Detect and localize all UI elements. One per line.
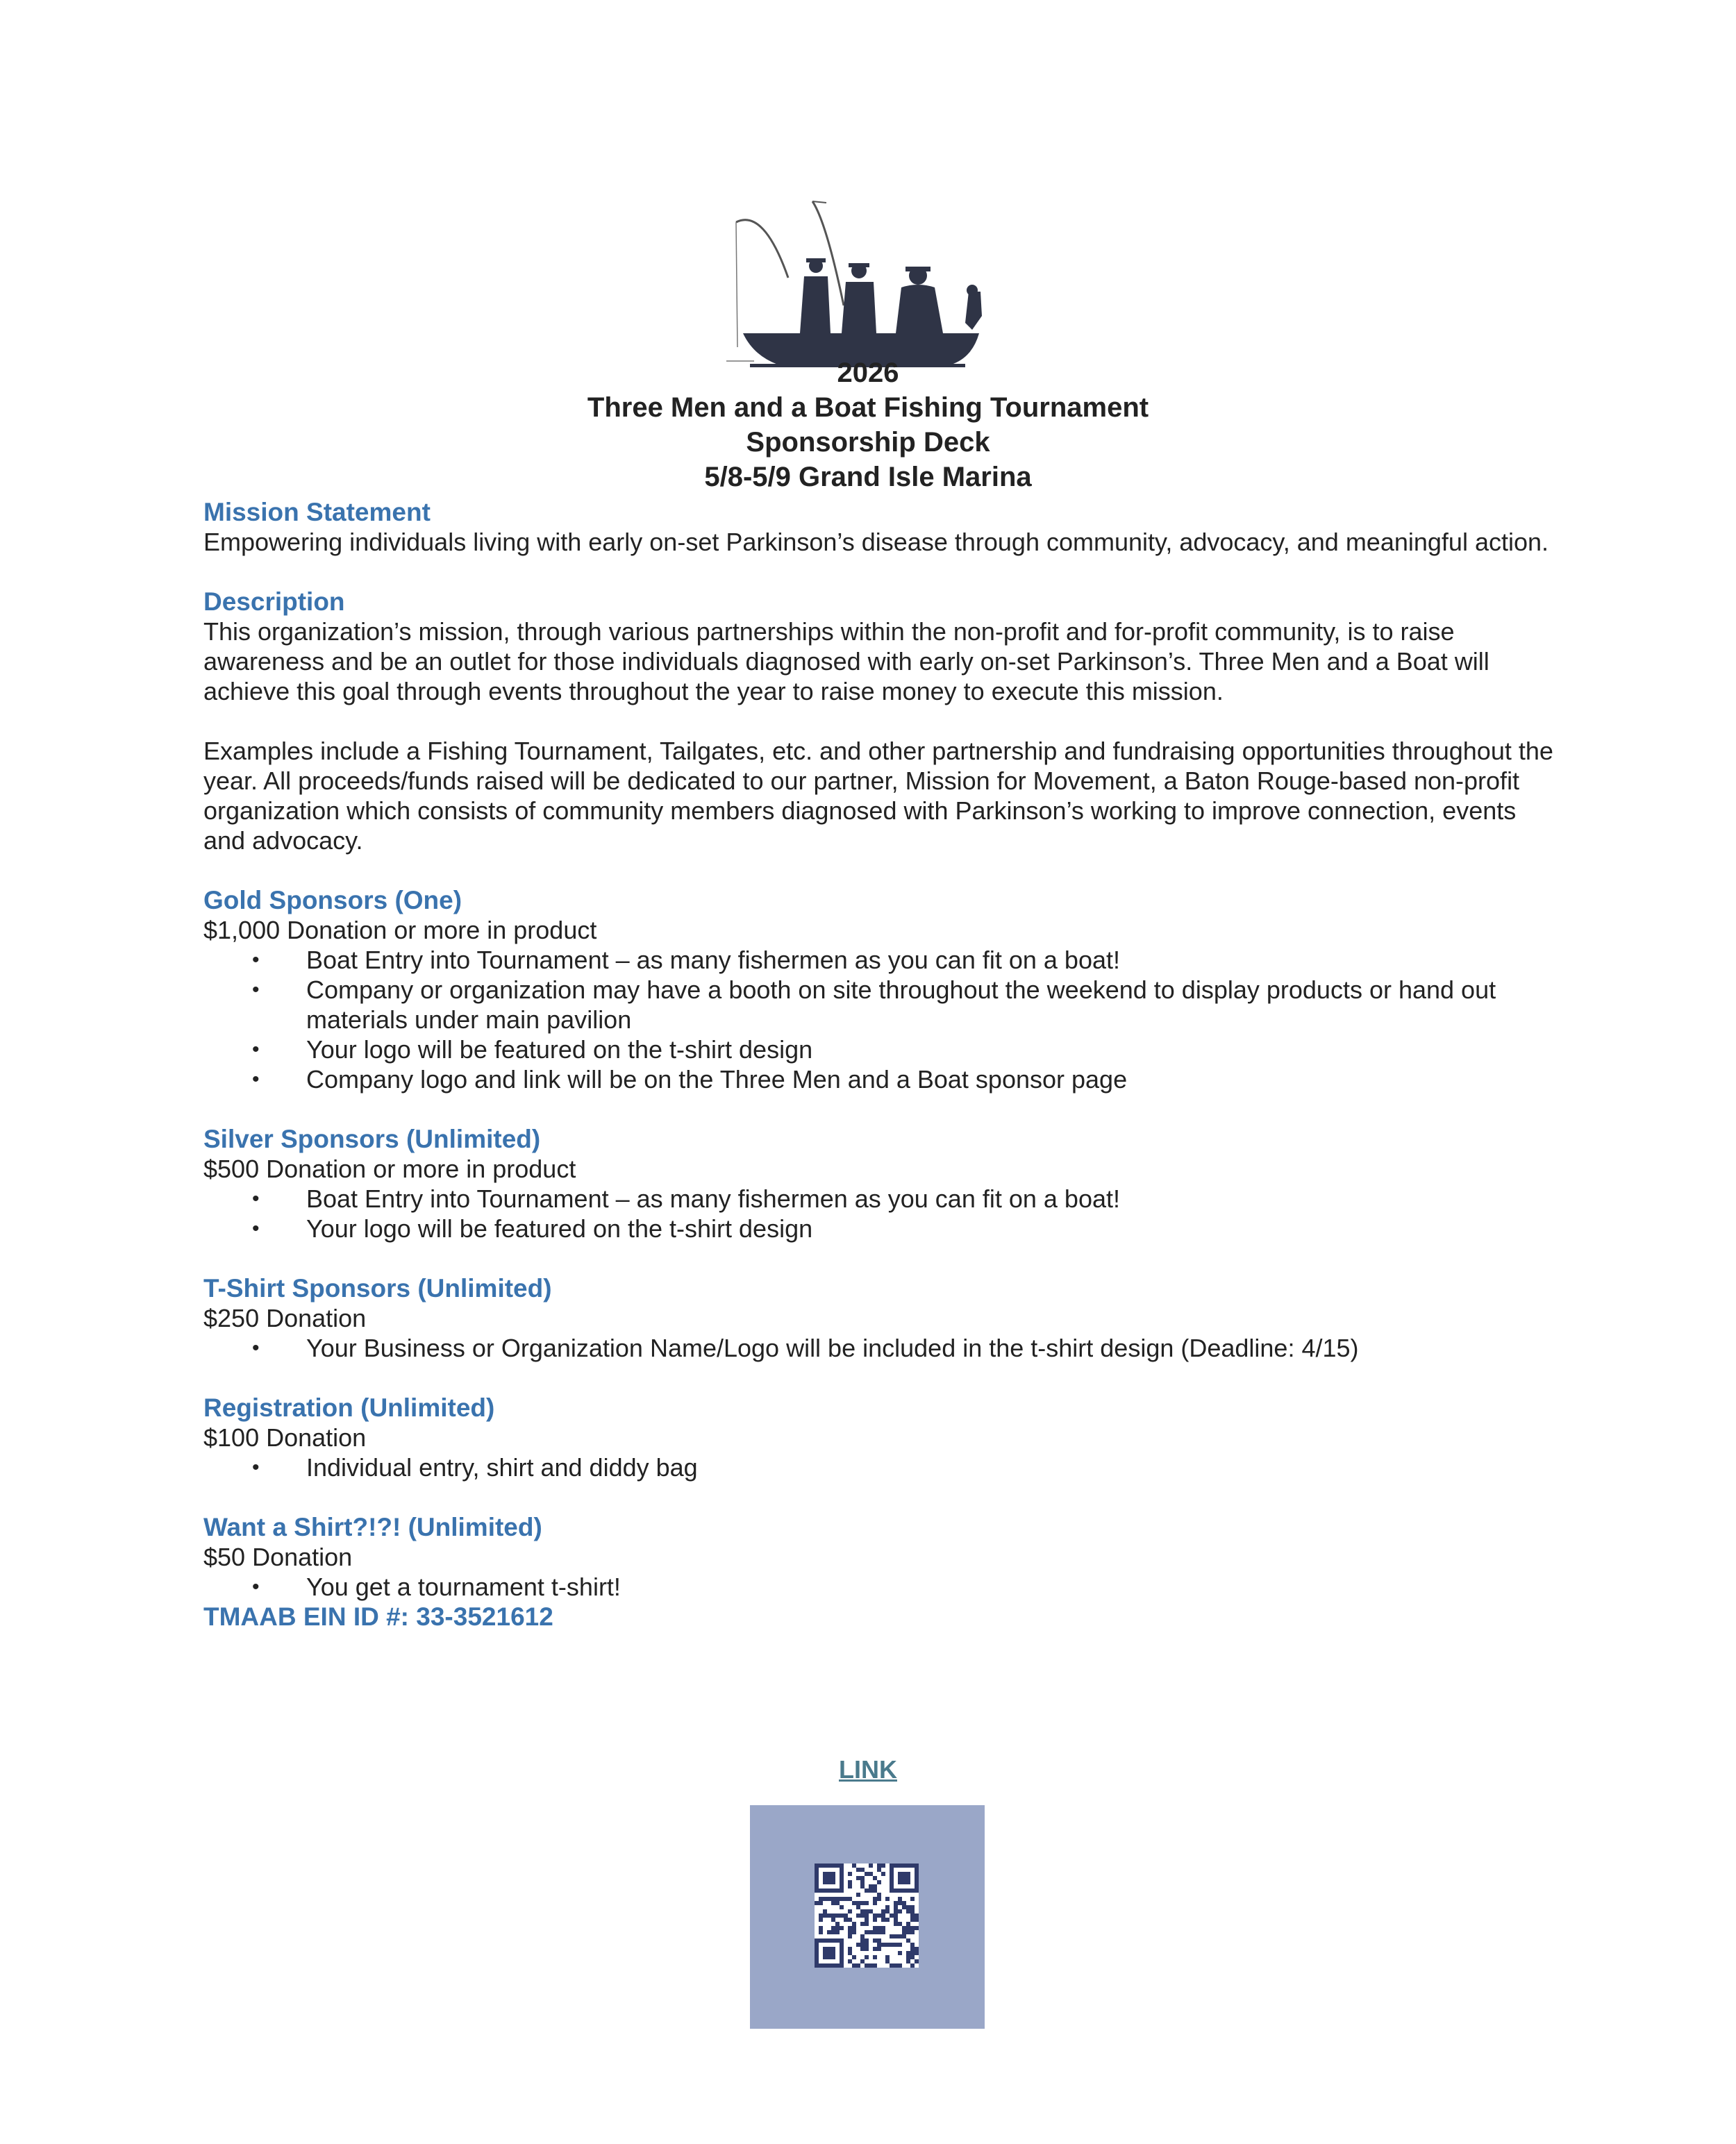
- fishermen-boat-logo: [722, 194, 1000, 368]
- description-paragraph-1: This organization’s mission, through various partnerships within the non-profit and for-profit community, is to raise awareness and be an outlet for those individuals diagnosed with early on-set Parkinson’s. Three Men and a Boat will achieve this goal through events throughout the year to raise money to execute this mission.: [203, 617, 1489, 705]
- title-block: [0, 355, 1736, 494]
- tshirt-sponsors-price: $250 Donation: [203, 1304, 367, 1332]
- list-item: • Your Business or Organization Name/Logo will be included in the t-shirt design (Deadline: 4/15): [203, 1333, 1564, 1363]
- list-item: • Your logo will be featured on the t-shirt design: [203, 1214, 1564, 1243]
- deck-subtitle: Sponsorship Deck: [746, 427, 990, 458]
- silver-sponsors-price: $500 Donation or more in product: [203, 1155, 576, 1183]
- list-item: • Boat Entry into Tournament – as many fishermen as you can fit on a boat!: [203, 945, 1564, 975]
- ein-id: TMAAB EIN ID #: 33-3521612: [203, 1602, 553, 1631]
- gold-benefits-list: [203, 945, 1564, 1094]
- want-a-shirt-heading: Want a Shirt?!?! (Unlimited): [203, 1513, 542, 1541]
- want-a-shirt-price: $50 Donation: [203, 1543, 353, 1571]
- list-item: • Company or organization may have a booth on site throughout the weekend to display products or hand out materials under main pavilion: [203, 975, 1564, 1035]
- list-item: • You get a tournament t-shirt!: [203, 1572, 1564, 1602]
- tshirt-benefits-list: [203, 1333, 1564, 1363]
- list-item: • Company logo and link will be on the Three Men and a Boat sponsor page: [203, 1064, 1564, 1094]
- list-item: • Your logo will be featured on the t-shirt design: [203, 1035, 1564, 1064]
- list-item: • Individual entry, shirt and diddy bag: [203, 1452, 1564, 1482]
- gold-sponsors-price: $1,000 Donation or more in product: [203, 916, 597, 944]
- silver-benefits-list: [203, 1184, 1564, 1243]
- want-a-shirt-benefits-list: [203, 1572, 1564, 1602]
- description-paragraph-2: Examples include a Fishing Tournament, Tailgates, etc. and other partnership and fundraising opportunities throughout the year. All proceeds/funds raised will be dedicated to our partner, Mission for Movement, a Baton Rouge-based non-profit organization which consists of community members diagnosed with Parkinson’s working to improve connection, events and advocacy.: [203, 737, 1553, 855]
- event-year: 2026: [837, 358, 899, 388]
- tshirt-sponsors-heading: T-Shirt Sponsors (Unlimited): [203, 1274, 552, 1303]
- mission-heading: Mission Statement: [203, 498, 431, 526]
- sponsor-link[interactable]: LINK: [839, 1755, 897, 1784]
- qr-code-panel[interactable]: [750, 1805, 985, 2029]
- description-heading: Description: [203, 587, 345, 616]
- registration-benefits-list: [203, 1452, 1564, 1482]
- registration-price: $100 Donation: [203, 1423, 367, 1452]
- gold-sponsors-heading: Gold Sponsors (One): [203, 886, 462, 914]
- registration-heading: Registration (Unlimited): [203, 1393, 495, 1422]
- list-item: • Boat Entry into Tournament – as many fishermen as you can fit on a boat!: [203, 1184, 1564, 1214]
- silver-sponsors-heading: Silver Sponsors (Unlimited): [203, 1125, 541, 1153]
- event-title: Three Men and a Boat Fishing Tournament: [587, 392, 1149, 423]
- qr-code-icon: [815, 1864, 919, 1968]
- event-date-location: 5/8-5/9 Grand Isle Marina: [704, 462, 1032, 492]
- mission-text: Empowering individuals living with early on-set Parkinson’s disease through community, advocacy, and meaningful action.: [203, 528, 1549, 556]
- document-body: [203, 497, 1564, 1632]
